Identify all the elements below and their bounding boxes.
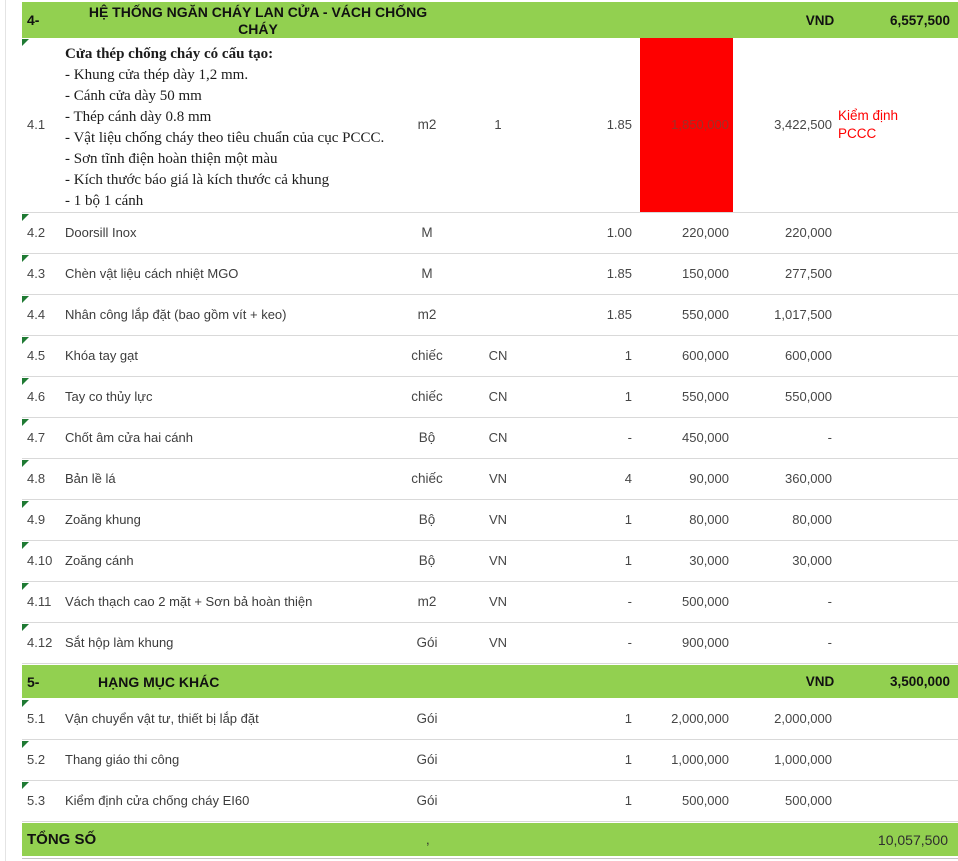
- cell-total[interactable]: 2,000,000: [774, 711, 832, 726]
- section-4-number-cell[interactable]: 4-: [27, 12, 40, 28]
- cell-unit[interactable]: Gói: [416, 752, 438, 767]
- cell-total[interactable]: 1,000,000: [774, 752, 832, 767]
- cell-price[interactable]: 80,000: [689, 512, 729, 527]
- cell-price[interactable]: 30,000: [689, 553, 729, 568]
- cell-num[interactable]: 5.3: [27, 793, 46, 808]
- cell-num[interactable]: 4.9: [27, 512, 46, 527]
- cell-price[interactable]: 500,000: [682, 594, 729, 609]
- cell-unit[interactable]: Gói: [416, 793, 438, 808]
- cell-total[interactable]: 277,500: [785, 266, 832, 281]
- row-4.11: [22, 582, 958, 623]
- section-4-title-cell[interactable]: HỆ THỐNG NGĂN CHÁY LAN CỬA - VÁCH CHỐNG CHÁY: [88, 4, 428, 37]
- cell-qty[interactable]: -: [627, 430, 632, 445]
- cell-qty[interactable]: 1.85: [606, 266, 632, 281]
- section-4-currency-cell[interactable]: VND: [805, 12, 835, 28]
- cell-num[interactable]: 5.1: [27, 711, 46, 726]
- cell-desc[interactable]: Kiểm định cửa chống cháy EI60: [65, 793, 250, 808]
- grand-total-amount-cell[interactable]: 10,057,500: [877, 831, 948, 848]
- cell-num[interactable]: 4.3: [27, 266, 46, 281]
- cell-unit[interactable]: chiếc: [411, 471, 443, 486]
- cell-total[interactable]: 1,017,500: [774, 307, 832, 322]
- section-5-amount-cell[interactable]: 3,500,000: [889, 674, 950, 689]
- cell-desc[interactable]: Khóa tay gạt: [65, 348, 138, 363]
- desc-line: - 1 bộ 1 cánh: [65, 193, 144, 209]
- cell-total[interactable]: 30,000: [792, 553, 832, 568]
- cell-unit[interactable]: m2: [417, 307, 437, 322]
- cell-num[interactable]: 4.4: [27, 307, 46, 322]
- section-5-title-cell[interactable]: HẠNG MỤC KHÁC: [98, 673, 220, 690]
- cell-origin[interactable]: CN: [488, 430, 508, 445]
- section-5-header-bar: [22, 665, 958, 698]
- cell-qty[interactable]: 1: [624, 793, 632, 808]
- row-4.10: [22, 541, 958, 582]
- cell-num[interactable]: 4.8: [27, 471, 46, 486]
- cell-desc[interactable]: Tay co thủy lực: [65, 389, 153, 404]
- cell-qty[interactable]: -: [627, 635, 632, 650]
- cell-price[interactable]: 90,000: [689, 471, 729, 486]
- cell-qty[interactable]: 1: [624, 512, 632, 527]
- cell-origin[interactable]: VN: [488, 594, 508, 609]
- grand-total-comma-cell[interactable]: ,: [426, 832, 430, 847]
- desc-line: - Sơn tĩnh điện hoàn thiện một màu: [65, 151, 278, 167]
- row-4.1: [22, 38, 958, 213]
- cell-unit[interactable]: chiếc: [411, 389, 443, 404]
- cell-total[interactable]: -: [827, 635, 832, 650]
- section-4-header-bar: [22, 2, 958, 38]
- cell-origin[interactable]: [470, 213, 526, 252]
- cell-price[interactable]: 2,000,000: [671, 711, 729, 726]
- cell-note[interactable]: Kiểm định PCCC: [838, 108, 899, 141]
- section-5-currency-cell[interactable]: VND: [805, 674, 835, 689]
- cell-origin[interactable]: VN: [488, 512, 508, 527]
- cell-qty[interactable]: 1.85: [606, 307, 632, 322]
- cell-num[interactable]: 4.5: [27, 348, 46, 363]
- cell-total[interactable]: 80,000: [792, 512, 832, 527]
- cell-qty[interactable]: 1: [624, 553, 632, 568]
- desc-title: Cửa thép chống cháy có cấu tạo:: [65, 46, 274, 62]
- cell-qty[interactable]: 1.85: [606, 117, 632, 132]
- cell-total[interactable]: 220,000: [785, 225, 832, 240]
- cell-price[interactable]: 600,000: [682, 348, 729, 363]
- cell-price[interactable]: 450,000: [682, 430, 729, 445]
- row-4.5: [22, 336, 958, 377]
- cell-qty[interactable]: 1.00: [606, 225, 632, 240]
- section-4-amount-cell[interactable]: 6,557,500: [889, 12, 950, 28]
- cell-total[interactable]: 500,000: [785, 793, 832, 808]
- row-4.12: [22, 623, 958, 664]
- row-4.4: [22, 295, 958, 336]
- page-margin-line: [5, 0, 6, 861]
- row-4.7: [22, 418, 958, 459]
- cell-origin[interactable]: 1: [494, 117, 502, 132]
- cell-origin[interactable]: VN: [488, 471, 508, 486]
- cell-total[interactable]: -: [827, 430, 832, 445]
- cell-num[interactable]: 5.2: [27, 752, 46, 767]
- cell-price[interactable]: 150,000: [682, 266, 729, 281]
- cell-unit[interactable]: chiếc: [411, 348, 443, 363]
- cell-desc[interactable]: Bản lề lá: [65, 471, 116, 486]
- cell-total[interactable]: 360,000: [785, 471, 832, 486]
- cell-origin[interactable]: CN: [488, 389, 508, 404]
- desc-line: - Cánh cửa dày 50 mm: [65, 88, 202, 104]
- cell-price[interactable]: 900,000: [682, 635, 729, 650]
- cell-origin[interactable]: [470, 699, 526, 738]
- cell-unit[interactable]: m2: [417, 117, 437, 132]
- row-5.2: [22, 740, 958, 781]
- cell-desc[interactable]: Chèn vật liệu cách nhiệt MGO: [65, 266, 239, 281]
- cell-unit[interactable]: Bộ: [418, 512, 436, 527]
- cell-qty[interactable]: 1: [624, 389, 632, 404]
- cell-unit[interactable]: Bộ: [418, 553, 436, 568]
- cell-origin[interactable]: [470, 254, 526, 293]
- grand-total-bar: [22, 823, 958, 856]
- cell-num[interactable]: 4.10: [27, 553, 53, 568]
- cell-desc[interactable]: Zoăng khung: [65, 512, 141, 527]
- table-bottom-border: [22, 858, 958, 859]
- cell-price[interactable]: 550,000: [682, 389, 729, 404]
- cell-unit[interactable]: Bộ: [418, 430, 436, 445]
- grand-total-label-cell[interactable]: TỔNG SỐ: [27, 831, 97, 848]
- section-5-number-cell[interactable]: 5-: [27, 673, 40, 690]
- cell-desc[interactable]: Thang giáo thi công: [65, 752, 180, 767]
- cell-desc[interactable]: Nhân công lắp đặt (bao gồm vít + keo): [65, 307, 287, 322]
- cell-num[interactable]: 4.11: [27, 594, 52, 609]
- cell-num[interactable]: 4.6: [27, 389, 46, 404]
- cell-origin[interactable]: CN: [488, 348, 508, 363]
- row-5.1: [22, 699, 958, 740]
- cell-price[interactable]: 1,850,000: [671, 117, 729, 132]
- cell-unit[interactable]: M: [421, 266, 433, 281]
- cell-desc[interactable]: Sắt hộp làm khung: [65, 635, 174, 650]
- cell-origin[interactable]: VN: [488, 635, 508, 650]
- cell-desc[interactable]: Vách thạch cao 2 mặt + Sơn bả hoàn thiện: [65, 594, 313, 609]
- row-4.8: [22, 459, 958, 500]
- cell-origin[interactable]: [470, 740, 526, 779]
- cell-num[interactable]: 4.1: [27, 117, 46, 132]
- row-4.6: [22, 377, 958, 418]
- cell-qty[interactable]: 4: [624, 471, 632, 486]
- desc-line: - Kích thước báo giá là kích thước cả khung: [65, 172, 330, 188]
- row-4.3: [22, 254, 958, 295]
- cell-desc[interactable]: Chốt âm cửa hai cánh: [65, 430, 193, 445]
- cell-price[interactable]: 220,000: [682, 225, 729, 240]
- cell-num[interactable]: 4.2: [27, 225, 46, 240]
- cell-desc[interactable]: Zoăng cánh: [65, 553, 134, 568]
- cell-qty[interactable]: 1: [624, 752, 632, 767]
- cell-origin[interactable]: [470, 295, 526, 334]
- row-4.9: [22, 500, 958, 541]
- cell-origin[interactable]: VN: [488, 553, 508, 568]
- cell-unit[interactable]: Gói: [416, 711, 438, 726]
- cell-desc[interactable]: Vận chuyển vật tư, thiết bị lắp đặt: [65, 711, 259, 726]
- cell-qty[interactable]: 1: [624, 711, 632, 726]
- cell-desc[interactable]: Doorsill Inox: [65, 225, 137, 240]
- desc-line: - Vật liệu chống cháy theo tiêu chuẩn của cục PCCC.: [65, 130, 385, 146]
- cell-num[interactable]: 4.7: [27, 430, 46, 445]
- cell-price[interactable]: 550,000: [682, 307, 729, 322]
- cell-price[interactable]: 1,000,000: [671, 752, 729, 767]
- row-4.2: [22, 213, 958, 254]
- cell-qty[interactable]: -: [627, 594, 632, 609]
- row-5.3: [22, 781, 958, 822]
- cell-total[interactable]: 550,000: [785, 389, 832, 404]
- desc-line: - Khung cửa thép dày 1,2 mm.: [65, 67, 249, 83]
- cell-price[interactable]: 500,000: [682, 793, 729, 808]
- cell-origin[interactable]: [470, 781, 526, 820]
- cell-unit[interactable]: m2: [417, 594, 437, 609]
- cell-unit[interactable]: M: [421, 225, 433, 240]
- cell-num[interactable]: 4.12: [27, 635, 53, 650]
- cell-qty[interactable]: 1: [624, 348, 632, 363]
- cell-total[interactable]: 600,000: [785, 348, 832, 363]
- cell-unit[interactable]: Gói: [416, 635, 438, 650]
- desc-line: - Thép cánh dày 0.8 mm: [65, 109, 212, 125]
- cell-total[interactable]: 3,422,500: [774, 117, 832, 132]
- cell-total[interactable]: -: [827, 594, 832, 609]
